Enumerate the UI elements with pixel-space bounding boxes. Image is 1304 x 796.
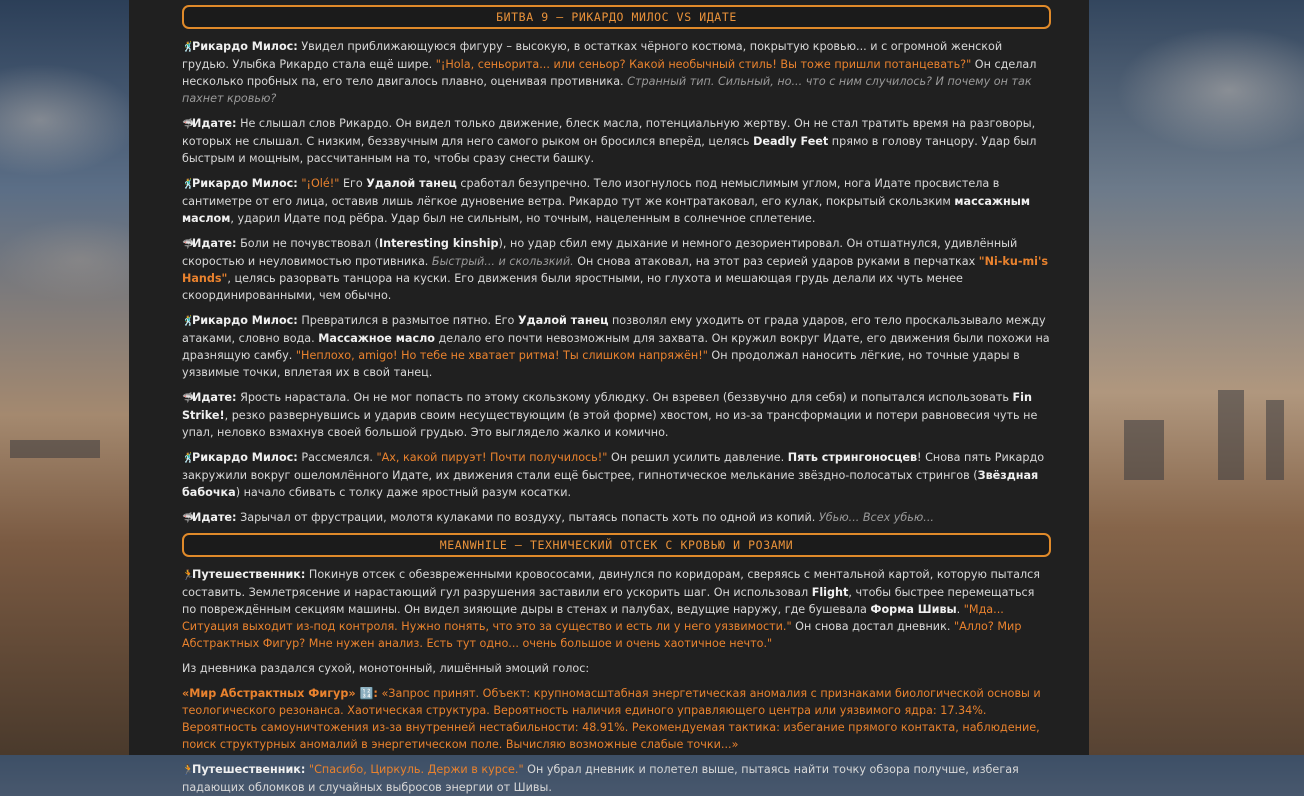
quote-text: "¡Olé!" [301, 177, 340, 190]
text-span: Боли не почувствовал ( [240, 237, 379, 250]
bold-term: Interesting kinship [378, 237, 499, 250]
bold-term: Удалой танец [517, 314, 609, 327]
speaker-name: Идате: [192, 391, 237, 404]
battle-message [182, 389, 1051, 441]
text-span: ! Снова пять Рикардо закружили вокруг ошеломлённого Идате, их движения стали ещё быстрее, гипнотическое мелькание звёздно-полосатых стрингов ( [182, 451, 1045, 482]
battle-message [182, 449, 1051, 501]
bold-term: Звёздная бабочка [182, 469, 1039, 499]
dancer-icon: 🕺 [182, 42, 195, 53]
text-span: , ударил Идате под рёбра. Удар был не сильным, но точным, нацеленным в солнечное сплетение. [230, 212, 816, 225]
text-span: Покинув отсек с обезвреженными кровососами, двинулся по коридорам, сверяясь с ментальной картой, которую пытался составить. Землетрясение и нарастающий гул разрушения заставили его ускорить шаг. Он использовал [182, 568, 1041, 599]
meanwhile-message [182, 685, 1051, 753]
thought-text: Быстрый... и скользкий. [431, 255, 574, 268]
background-right [1089, 0, 1304, 755]
text-span: Его [339, 177, 367, 190]
battle-message [182, 235, 1051, 304]
bold-term: Fin Strike! [182, 391, 1032, 422]
text-span: ) начало сбивать с толку даже яростный разум косатки. [235, 486, 572, 499]
text-span: , целясь разорвать танцора на куски. Его движения были яростными, но глухота и мешающая грудь делали их чуть менее скоординированными, чем обычно. [182, 272, 963, 302]
meanwhile-message [182, 566, 1051, 652]
ruin-silhouette [1266, 400, 1284, 480]
quote-text: "Ах, какой пируэт! Почти получилось!" [376, 451, 608, 464]
dancer-icon: 🕺 [182, 179, 195, 190]
speaker-name: Путешественник: [192, 568, 306, 581]
text-span: Он сделал несколько пробных па, его тело двигалось плавно, оценивая противника. [182, 58, 1037, 88]
battle-message [182, 115, 1051, 167]
text-span: Рассмеялся. [301, 451, 377, 464]
quote-text: "Алло? Мир Абстрактных Фигур? Мне нужен анализ. Есть тут одно... очень большое и очень хаотичное нечто." [182, 620, 1022, 650]
runner-icon: 🏃 [182, 570, 195, 581]
chat-panel [129, 0, 1089, 794]
bold-term: Форма Шивы [870, 603, 957, 616]
numbers-icon: 🔢 [359, 687, 374, 700]
message-content [129, 0, 1089, 796]
text-span: Превратился в размытое пятно. Его [301, 314, 518, 327]
speaker-name: Идате: [192, 511, 237, 524]
speaker-name: Путешественник: [192, 763, 306, 776]
text-span: ), но удар сбил ему дыхание и немного дезориентировал. Он отшатнулся, удивлённый скоростью и неуловимостью противника. [182, 237, 1018, 268]
shark-icon: 🦈 [182, 513, 195, 524]
text-span: Он убрал дневник и полетел выше, пытаясь найти точку обзора получше, избегая падающих обломков и случайных выбросов энергии от Шивы. [182, 763, 1019, 794]
text-span: Увидел приближающуюся фигуру – высокую, в остатках чёрного костюма, покрытую кровью... и с огромной женской грудью. Улыбка Рикардо стала ещё шире. [182, 40, 1003, 71]
bold-term: Пять стрингоносцев [787, 451, 918, 464]
text-span: Ярость нарастала. Он не мог попасть по этому скользкому ублюдку. Он взревел (беззвучно для себя) и попытался использовать [240, 391, 1013, 404]
text-span: делало его почти невозможным для захвата. Он кружил вокруг Идате, его движения были похожи на дразнящую самбу. [182, 332, 1050, 362]
text-span: Он снова достал дневник. [791, 620, 954, 633]
background-left [0, 0, 129, 755]
battle-message [182, 509, 1051, 527]
text-span: , резко развернувшись и ударив своим несуществующим (в этой форме) хвостом, но из-за трансформации и потери равновесия чуть не упал, неловко взмахнув своей большой грудью. Это выглядело жалко и комично. [182, 409, 1038, 439]
meanwhile-message [182, 660, 1051, 677]
ruin-silhouette [1124, 420, 1164, 480]
text-span: позволял ему уходить от града ударов, его тело проскальзывало между атаками, словно вода. [182, 314, 1046, 345]
ruin-silhouette [10, 440, 100, 458]
dancer-icon: 🕺 [182, 453, 195, 464]
ruin-silhouette [1218, 390, 1244, 480]
speaker-name: Идате: [192, 237, 237, 250]
thought-text: Странный тип. Сильный, но... что с ним случилось? И почему он так пахнет кровью? [182, 75, 1032, 105]
speaker-name: Идате: [192, 117, 237, 130]
text-span: Из дневника раздался сухой, монотонный, лишённый эмоций голос: [182, 662, 590, 675]
meanwhile-message [182, 761, 1051, 796]
shark-icon: 🦈 [182, 393, 195, 404]
bold-term: Deadly Feet [753, 135, 829, 148]
shark-icon: 🦈 [182, 239, 195, 250]
quote-text: "¡Hola, сеньорита... или сеньор? Какой необычный стиль! Вы тоже пришли потанцевать?" [435, 58, 972, 71]
shark-icon: 🦈 [182, 119, 195, 130]
speaker-name: Рикардо Милос: [192, 40, 298, 53]
text-span: . [956, 603, 964, 616]
text-span: , чтобы быстрее перемещаться по повреждённым секциям машины. Он видел зияющие дыры в стенах и палубах, ведущие наружу, где бушевала [182, 586, 1035, 616]
battle-message [182, 312, 1051, 381]
text-span: сработал безупречно. Тело изогнулось под немыслимым углом, нога Идате просвистела в сантиметре от его лица, оставив лишь лёгкое дуновение ветра. Рикардо тут же контратаковал, его кулак, покрытый скользким [182, 177, 1000, 208]
text-span: Не слышал слов Рикардо. Он видел только движение, блеск масла, потенциальную жертву. Он не стал тратить время на разговоры, которых не слышал. С низким, беззвучным для него самого рыком он бросился вперёд, целясь [182, 117, 1036, 148]
battle-messages [182, 38, 1051, 527]
battle-message [182, 175, 1051, 227]
battle-header: БИТВА 9 – РИКАРДО МИЛОС VS ИДАТЕ [182, 5, 1051, 29]
quote-text: «Запрос принят. Объект: крупномасштабная энергетическая аномалия с признаками биологической основы и теологического резонанса. Хаотическая структура. Вероятность наличия единого управляющего центра или уязвимого ядра: 17.34%. Вероятность самоуничтожения из-за внутренней нестабильности: 48.91%. Рекомендуемая тактика: избегание прямого контакта, наблюдение, поиск структурных аномалий в энергетическом поле. Вычисляю возможные слабые точки...» [182, 687, 1041, 751]
runner-icon: 🏃 [182, 765, 195, 776]
bold-term: Удалой танец [366, 177, 457, 190]
quote-text: : [373, 687, 378, 700]
battle-message [182, 38, 1051, 107]
dancer-icon: 🕺 [182, 316, 195, 327]
text-span: Он решил усилить давление. [607, 451, 788, 464]
text-span: прямо в голову танцору. Удар был быстрым и мощным, рассчитанным на то, чтобы сразу снести башку. [182, 135, 1037, 165]
quote-text: "Мда... Ситуация выходит из-под контроля. Нужно понять, что это за существо и есть ли у него уязвимости." [182, 603, 1004, 633]
quote-text: «Мир Абстрактных Фигур» [182, 687, 360, 700]
speaker-name: Рикардо Милос: [192, 177, 298, 190]
speaker-name: Рикардо Милос: [192, 451, 298, 464]
thought-text: Убью... Всех убью... [818, 511, 934, 524]
bold-term: Массажное масло [318, 332, 435, 345]
meanwhile-header: MEANWHILE – ТЕХНИЧЕСКИЙ ОТСЕК С КРОВЬЮ И РОЗАМИ [182, 533, 1051, 557]
bold-term: массажным маслом [182, 195, 1031, 225]
meanwhile-messages [182, 566, 1051, 796]
text-span: Зарычал от фрустрации, молотя кулаками по воздуху, пытаясь попасть хоть по одной из копий. [240, 511, 819, 524]
text-span: Он продолжал наносить лёгкие, но точные удары в уязвимые точки, вплетая их в свой танец. [182, 349, 1020, 379]
text-span: Он снова атаковал, на этот раз серией ударов руками в перчатках [573, 255, 979, 268]
quote-text: "Спасибо, Циркуль. Держи в курсе." [308, 763, 524, 776]
bold-term: Flight [811, 586, 849, 599]
speaker-name: Рикардо Милос: [192, 314, 298, 327]
quote-text: "Ni-ku-mi's Hands" [182, 255, 1049, 285]
quote-text: "Неплохо, amigo! Но тебе не хватает ритма! Ты слишком напряжён!" [295, 349, 708, 362]
